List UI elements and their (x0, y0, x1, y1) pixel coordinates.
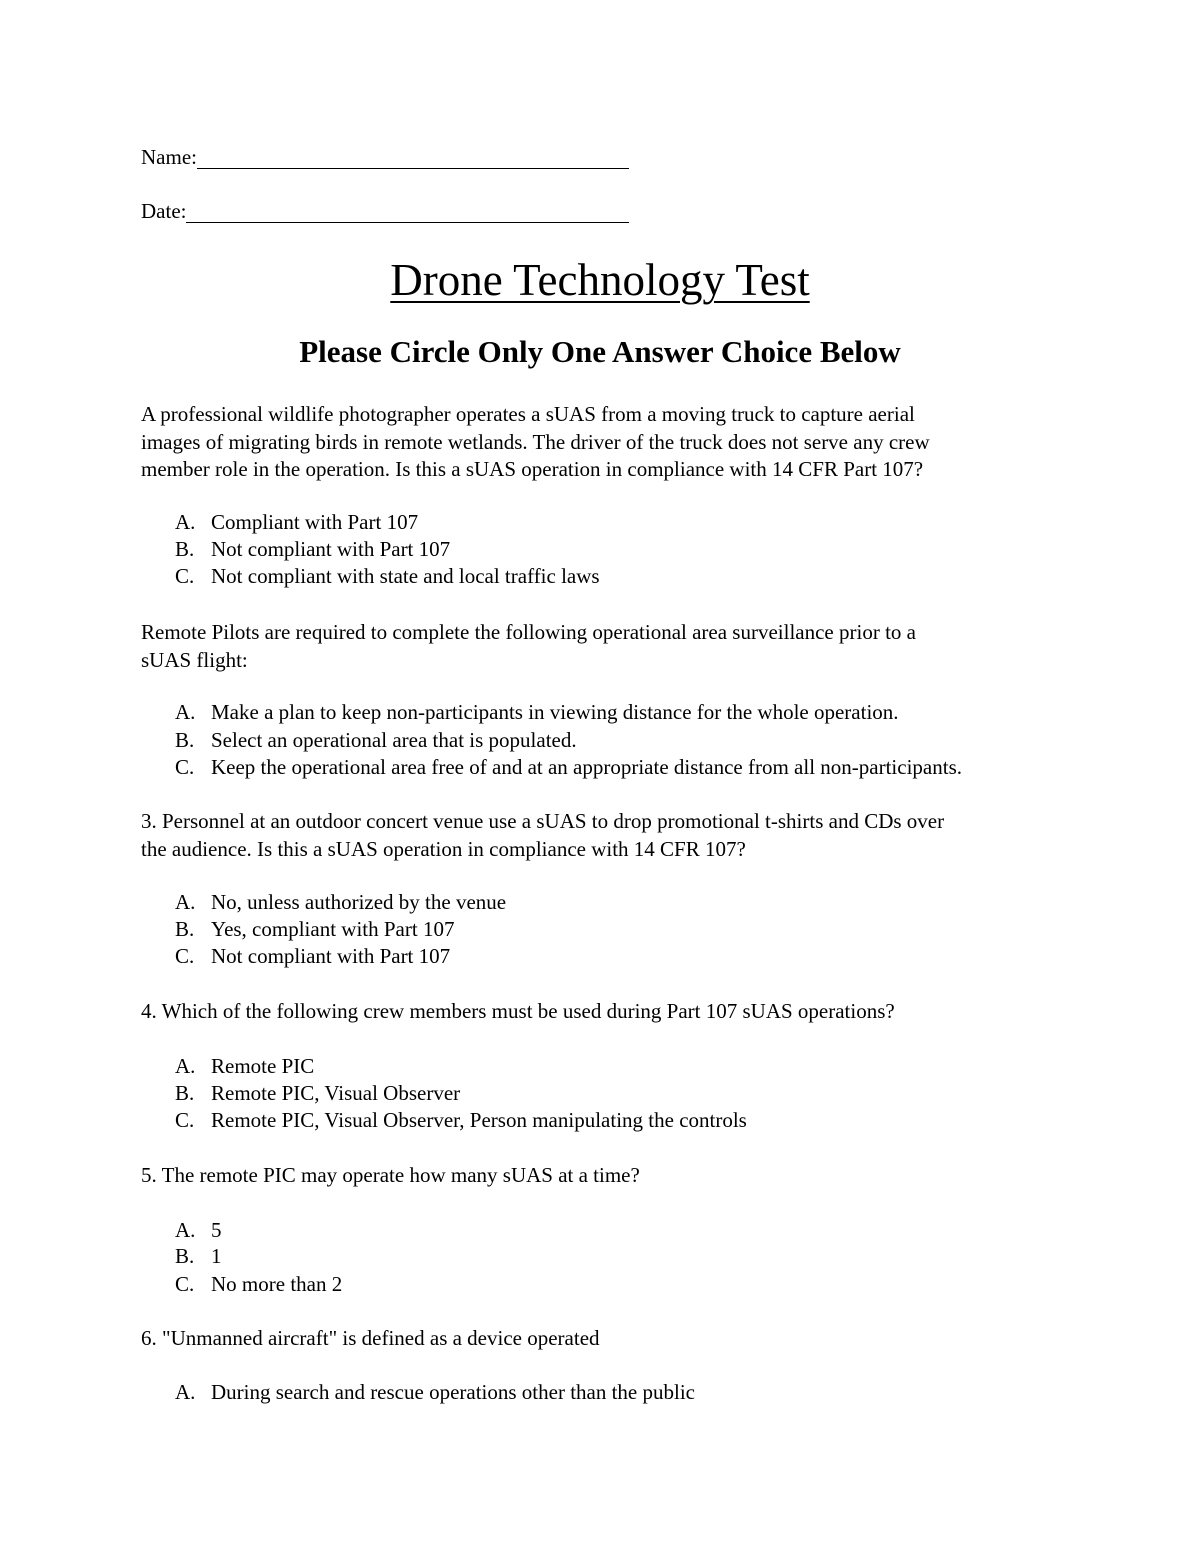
question-3-text: 3. Personnel at an outdoor concert venue use a sUAS to drop promotional t-shirts and CDs over the audience. Is this a sUAS operation in compliance with 14 CFR 107? (141, 809, 945, 861)
option-letter: B. (175, 1081, 195, 1105)
question-3-option-a[interactable] (175, 889, 1095, 916)
question-2-option-a[interactable] (175, 699, 1095, 726)
question-4-option-a[interactable] (175, 1053, 1095, 1080)
question-1-option-a[interactable] (175, 509, 1095, 536)
option-text: Remote PIC (211, 1054, 315, 1078)
option-text: Remote PIC, Visual Observer, Person manipulating the controls (211, 1108, 747, 1132)
question-4-option-c[interactable] (175, 1107, 1095, 1134)
date-field (141, 199, 629, 223)
option-letter: A. (175, 890, 196, 914)
question-3-option-b[interactable] (175, 916, 1095, 943)
question-5-option-a[interactable] (175, 1217, 1095, 1244)
question-5-text: 5. The remote PIC may operate how many sUAS at a time? (141, 1163, 640, 1187)
question-2-option-c[interactable] (175, 754, 1095, 781)
date-blank-line (186, 202, 629, 223)
option-text: Not compliant with Part 107 (211, 944, 451, 968)
option-text: 5 (211, 1218, 222, 1242)
option-letter: C. (175, 564, 195, 588)
option-letter: A. (175, 510, 196, 534)
question-6-option-a[interactable] (175, 1379, 1095, 1406)
option-text: Make a plan to keep non-participants in viewing distance for the whole operation. (211, 700, 899, 724)
option-letter: A. (175, 700, 196, 724)
question-4-option-b[interactable] (175, 1080, 1095, 1107)
question-6-text: 6. "Unmanned aircraft" is defined as a device operated (141, 1326, 600, 1350)
question-1-option-b[interactable] (175, 536, 1095, 563)
option-letter: B. (175, 537, 195, 561)
option-text: Remote PIC, Visual Observer (211, 1081, 461, 1105)
name-label: Name: (141, 145, 197, 169)
option-text: No more than 2 (211, 1272, 343, 1296)
option-letter: A. (175, 1380, 196, 1404)
option-text: No, unless authorized by the venue (211, 890, 507, 914)
option-text: Select an operational area that is populated. (211, 728, 577, 752)
option-letter: C. (175, 1272, 195, 1296)
name-field (141, 145, 629, 169)
date-label: Date: (141, 199, 187, 223)
option-text: Not compliant with Part 107 (211, 537, 451, 561)
option-letter: B. (175, 1244, 195, 1268)
question-3-option-c[interactable] (175, 943, 1095, 970)
option-letter: A. (175, 1218, 196, 1242)
option-letter: C. (175, 1108, 195, 1132)
question-1-option-c[interactable] (175, 563, 1095, 590)
option-letter: A. (175, 1054, 196, 1078)
question-5-option-b[interactable] (175, 1243, 1095, 1270)
option-letter: B. (175, 917, 195, 941)
page-subtitle: Please Circle Only One Answer Choice Below (299, 334, 901, 369)
question-2-option-b[interactable] (175, 727, 1095, 754)
option-letter: C. (175, 755, 195, 779)
question-2-text: Remote Pilots are required to complete the following operational area surveillance prior to a sUAS flight: (141, 620, 916, 672)
option-text: 1 (211, 1244, 222, 1268)
option-text: Not compliant with state and local traffic laws (211, 564, 600, 588)
option-text: Compliant with Part 107 (211, 510, 419, 534)
page-title: Drone Technology Test (390, 255, 810, 305)
option-text: During search and rescue operations other than the public (211, 1380, 695, 1404)
option-text: Yes, compliant with Part 107 (211, 917, 455, 941)
option-letter: C. (175, 944, 195, 968)
question-5-option-c[interactable] (175, 1271, 1095, 1298)
option-text: Keep the operational area free of and at an appropriate distance from all non-participants. (211, 755, 962, 779)
question-4-text: 4. Which of the following crew members must be used during Part 107 sUAS operations? (141, 999, 895, 1023)
name-blank-line (197, 148, 629, 169)
question-1-text: A professional wildlife photographer operates a sUAS from a moving truck to capture aerial images of migrating birds in remote wetlands. The driver of the truck does not serve any crew member role in the operation. Is this a sUAS operation in compliance with 14 CFR Part 107? (141, 402, 930, 481)
option-letter: B. (175, 728, 195, 752)
